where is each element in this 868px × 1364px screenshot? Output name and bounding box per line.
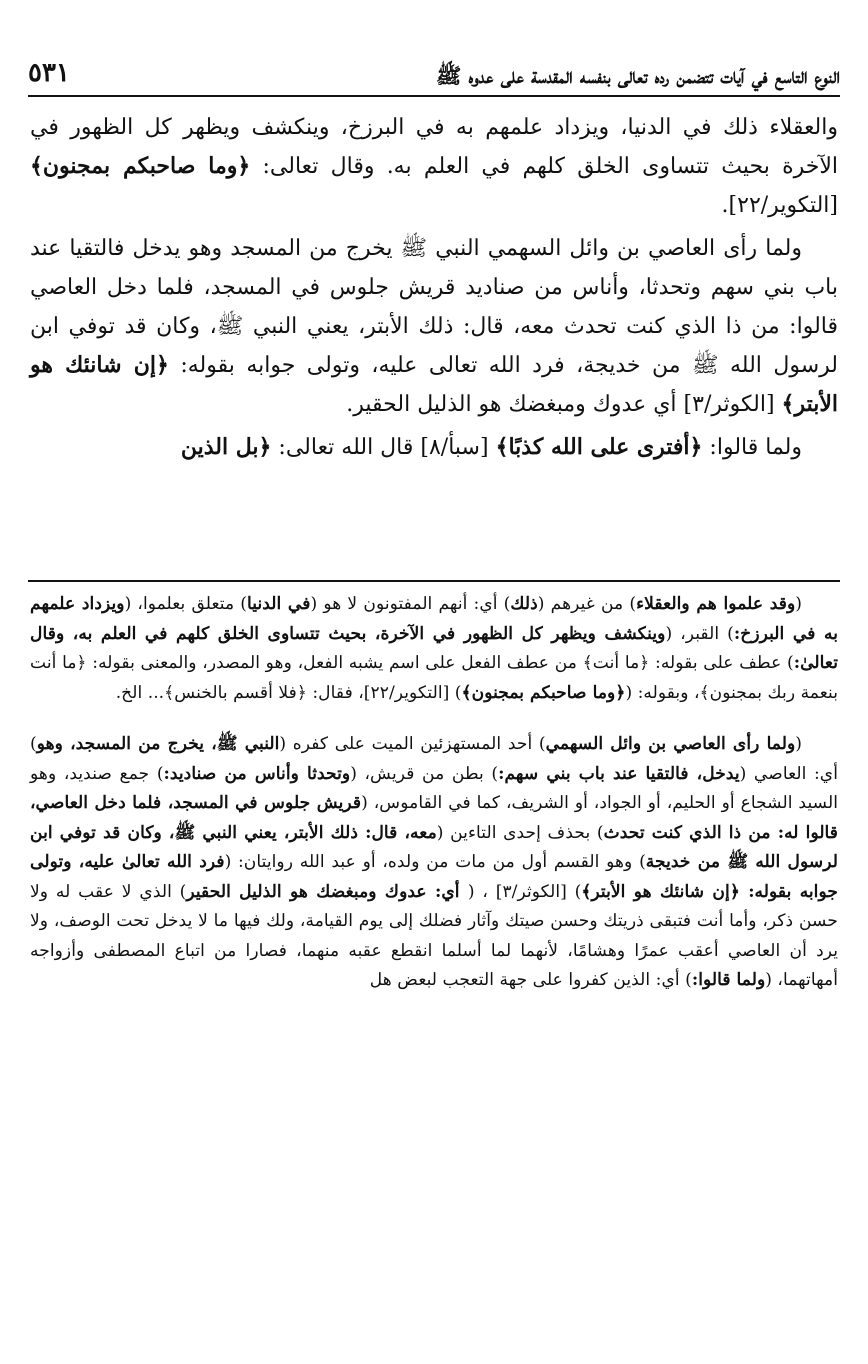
text-run: ولما قالوا: [702, 435, 802, 460]
text-run: ) الذي لا عقب له ولا حسن ذكر، وأما أنت فتبقى ذريتك وحسن صيتك وآثار فضلك إلى يوم القيامة، ولك فيها ما لا يدخل تحت الوصف، ولا يرد أن العاصي أعقب عمرًا وهشامًا، لأنهما لما أسلما انقطع عقبه منهما، فصارا من اتباع المصطفى وأزواجه أمهاتهما، ( [30, 881, 838, 990]
quoted-text: وقد علموا هم والعقلاء [636, 594, 796, 614]
text-run: ) وهو القسم أول من مات من ولده، أو عبد الله روايتان: ( [224, 852, 646, 872]
text-run: ) بحذف إحدى التاءين ( [436, 822, 604, 843]
text-run: ( [795, 594, 802, 614]
quoted-text: ولما قالوا: [691, 970, 766, 990]
text-run: والعقلاء ذلك في الدنيا، ويزداد علمهم به في البرزخ، وينكشف ويظهر كل الظهور في الآخرة بحيث تتساوى الخلق كلهم في العلم به. وقال تعالى: [30, 115, 838, 179]
text-run: ) أي: العاصي ( [30, 734, 838, 784]
text-run: ) عطف على بقوله: ﴿ما أنت﴾ من عطف الفعل على اسم يشبه الفعل، وهو المصدر، والمعنى بقوله: ﴿ما أنت بنعمة ربك بمجنون﴾، وبقوله: ( [30, 653, 838, 703]
text-run: ) أي: أنهم المفتونون لا هو ( [310, 594, 511, 614]
quoted-text: في الدنيا [247, 594, 311, 614]
quoted-text: يدخل، فالتقيا عند باب بني سهم: [498, 763, 740, 784]
quoted-text: فرد الله تعالىٰ عليه، وتولى جوابه بقوله: ﴿إن شانئك هو الأبتر﴾ [30, 852, 838, 902]
text-run: ) [التكوير/٢٢]، فقال: ﴿فلا أقسم بالخنس﴾... الخ. [115, 682, 462, 703]
text-run: ( [795, 734, 802, 754]
text-run: ولما رأى العاصي بن وائل السهمي النبي ﷺ يخرج من المسجد وهو يدخل فالتقيا عند باب بني سهم وتحدثا، وأناس من صناديد قريش جلوس في المسجد، فلما دخل العاصي قالوا: من ذا الذي كنت تحدث معه، قال: ذلك الأبتر، يعني النبي ﷺ، وكان قد توفي ابن لرسول الله ﷺ من خديجة، فرد الله تعالى عليه، وتولى جوابه بقوله: [30, 236, 839, 378]
text-run: ) جمع صنديد، وهو السيد الشجاع أو الحليم، أو الجواد، أو الشريف، كما في القاموس، ( [30, 763, 838, 813]
quoted-text: وتحدثا وأناس من صناديد: [163, 763, 351, 784]
quran-verse: ﴿وما صاحبكم بمجنون﴾ [30, 153, 251, 179]
text-run: ) القبر، ( [665, 623, 734, 644]
quoted-text: أي: عدوك ومبغضك هو الذليل الحقير [186, 881, 468, 902]
quran-verse: ﴿إن شانئك هو الأبتر﴾ [30, 352, 838, 417]
page-number: ٥٣١ [28, 58, 70, 89]
verse-reference: [الكوثر/٣] أي عدوك ومبغضك هو الذليل الحقير. [346, 392, 782, 417]
running-title: النوع التاسع في آيات تتضمن رده تعالى بنفسه المقدسة على عدوه ﷺ [436, 62, 840, 88]
quoted-text: ولما رأى العاصي بن وائل السهمي [545, 734, 796, 754]
quoted-text: ويزداد علمهم به في البرزخ: [30, 594, 838, 644]
quoted-text: معه، قال: ذلك الأبتر، يعني النبي ﷺ، وكان قد توفي ابن لرسول الله ﷺ من خديجة [30, 822, 838, 872]
commentary-paragraph-2 [30, 730, 838, 996]
text-run: ) [الكوثر/٣] ، ( [467, 881, 582, 902]
commentary [30, 590, 838, 996]
main-paragraph-3 [30, 428, 838, 467]
page-header [28, 44, 840, 88]
quran-verse: ﴿بل الذين [180, 434, 272, 460]
main-text [30, 108, 838, 467]
quoted-text: ﴿وما صاحبكم بمجنون﴾ [461, 682, 626, 703]
commentary-divider [28, 580, 840, 582]
quran-verse: ﴿أفترى على الله كذبًا﴾ [495, 434, 703, 460]
verse-reference: [سبأ/٨] قال الله تعالى: [271, 435, 496, 460]
main-paragraph-2 [30, 229, 838, 424]
text-run: ) من غيرهم ( [537, 594, 637, 614]
quoted-text: ذلك [510, 594, 538, 614]
quoted-text: النبي ﷺ، يخرج من المسجد، وهو [36, 734, 280, 754]
text-run: ) أحد المستهزئين الميت على كفره ( [279, 734, 546, 754]
text-run: ) أي: الذين كفروا على جهة التعجب لبعض هل [369, 970, 692, 990]
text-run: ) بطن من قريش، ( [350, 763, 499, 784]
quoted-text: وينكشف ويظهر كل الظهور في الآخرة، بحيث تتساوى الخلق كلهم في العلم به، وقال تعالىٰ: [30, 623, 838, 673]
verse-reference: [التكوير/٢٢]. [721, 193, 838, 218]
header-divider [28, 95, 840, 97]
commentary-paragraph-1 [30, 590, 838, 708]
text-run: ) متعلق بعلموا، ( [124, 594, 248, 614]
main-paragraph-1 [30, 108, 838, 225]
quoted-text: قريش جلوس في المسجد، فلما دخل العاصي، قالوا له: من ذا الذي كنت تحدث [30, 793, 839, 843]
